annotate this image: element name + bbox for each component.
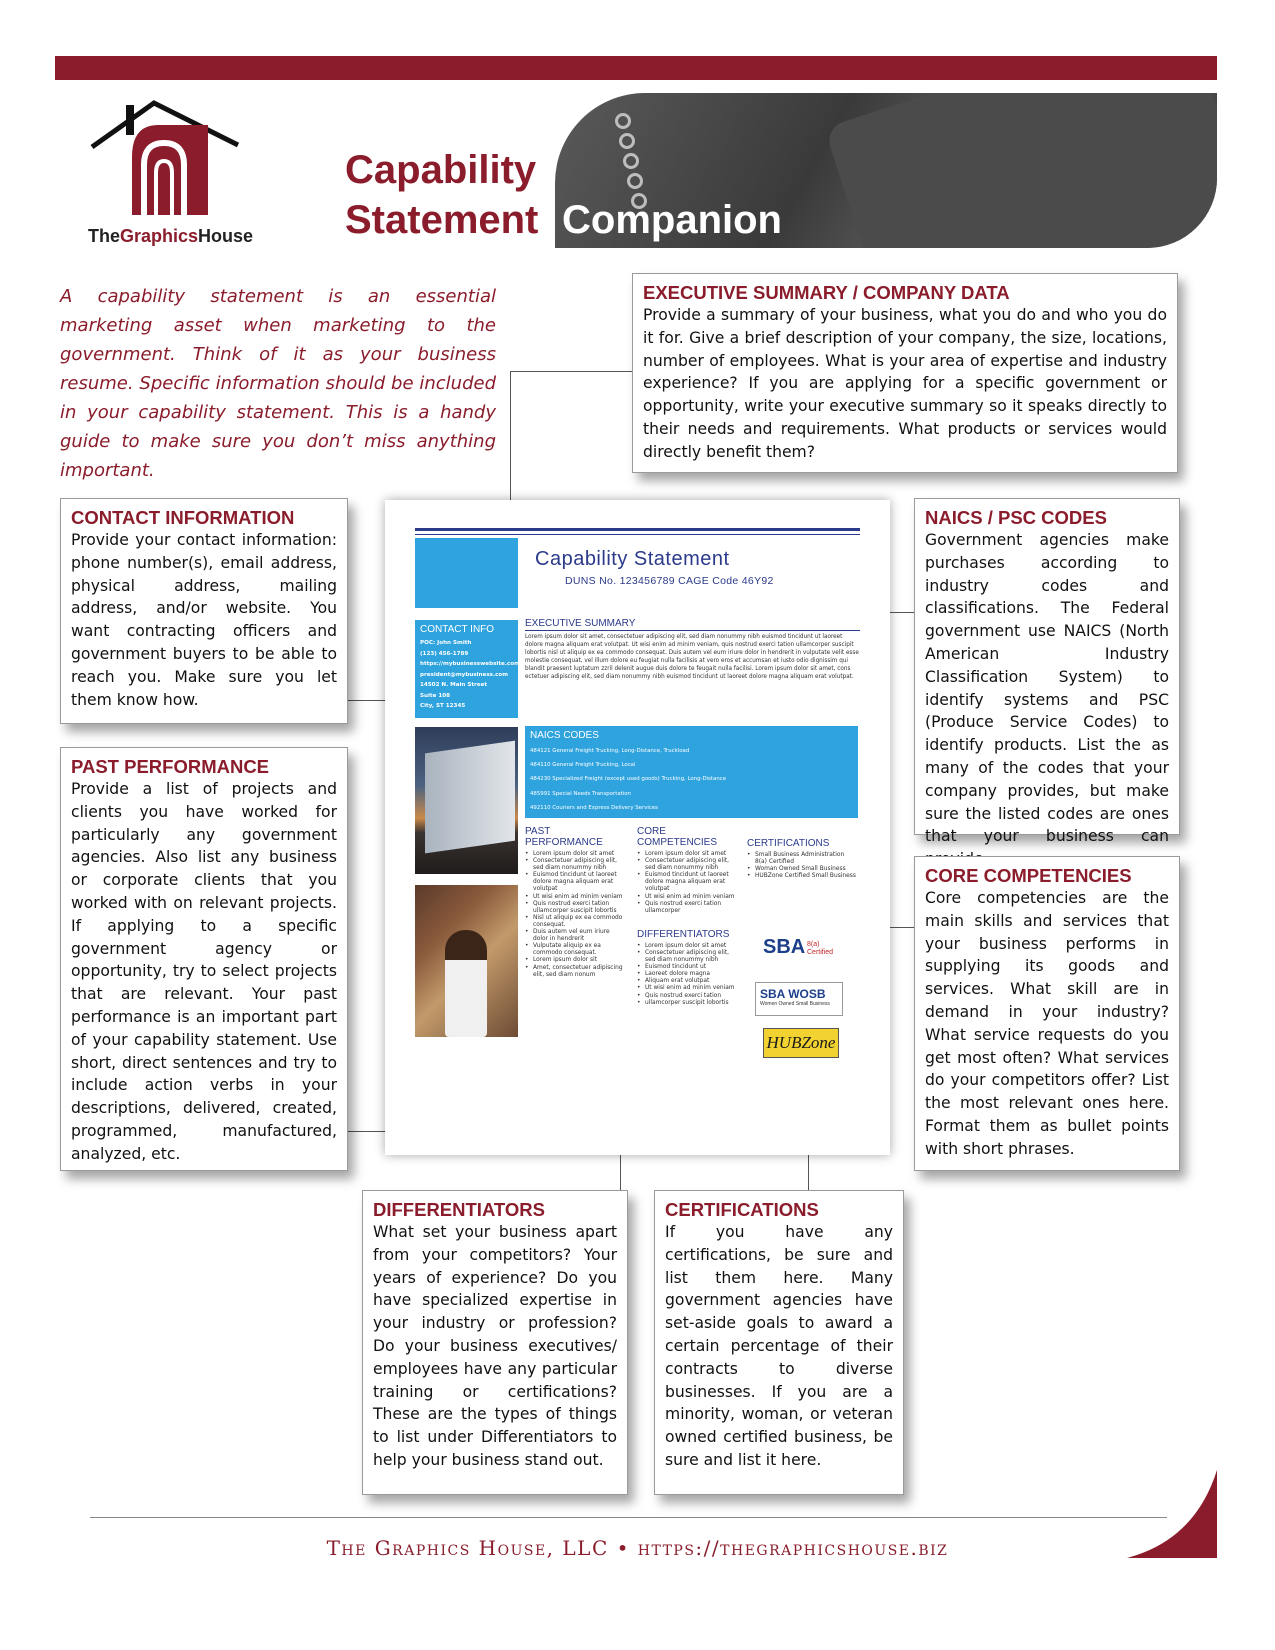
doc-naics-code: 484230 Specialized Freight (except used goods) Trucking, Long-Distance — [530, 776, 727, 783]
doc-contact-line: president@mybusiness.com — [420, 671, 509, 678]
naics-psc-text: Government agencies make purchases according to industry codes and classifications. The Federal government use NAICS (North American Industry Classification System) to identify systems and PSC (Produce Service Codes) to identify products. List the as many of the codes that your company provides, but make sure the listed codes are ones that your business can — [925, 531, 1169, 846]
footer-url-link[interactable]: https://thegraphicshouse.biz — [637, 1536, 949, 1560]
doc-past-heading: PERFORMANCE — [525, 837, 603, 848]
doc-list-item: • Lorem ipsum dolor sit amet — [637, 851, 737, 858]
page-title-line2: Statement — [345, 198, 539, 242]
doc-past-column — [525, 826, 625, 979]
contact-info-text: Provide your contact information: phone number(s), email address, physical address, mailing address, and/or website. You want contracting officers and government buyers to be able to reach you. Make sure you let them know how. — [71, 531, 337, 709]
doc-list-item: • Quis nostrud exerci tation — [637, 993, 737, 1000]
doc-list-item: • Lorem ipsum dolor sit amet — [525, 851, 625, 858]
doc-list-item: • Duis autem vel eum iriure dolor in hendrerit — [525, 929, 625, 943]
differentiators-text: What set your business apart from your competitors? Your years of experience? Do you have specialized expertise in your industry or profession? Do your business executives/ employees have any particular training or certifications? These are the types of things to list under Differentiators to help your business stand out. — [373, 1223, 617, 1469]
worker-photo — [415, 885, 518, 1037]
differentiators-heading: DIFFERENTIATORS — [373, 1199, 545, 1220]
doc-list-item: • Consectetuer adipiscing elit, sed diam nonummy nibh — [637, 858, 737, 872]
contact-info-box — [60, 498, 348, 724]
sba-wosb-badge: SBA WOSB Women Owned Small Business — [755, 982, 843, 1016]
doc-list-item: • Ut wisi enim ad minim veniam — [637, 894, 737, 901]
naics-psc-box — [914, 498, 1180, 846]
doc-core-heading: COMPETENCIES — [637, 837, 718, 848]
doc-rule — [415, 534, 860, 535]
past-performance-box — [60, 747, 348, 1171]
doc-list-item: • Quis nostrud exerci tation ullamcorper — [637, 901, 737, 915]
doc-contact-heading: CONTACT INFO — [420, 624, 495, 635]
doc-exec-text: Lorem ipsum dolor sit amet, consectetuer adipiscing elit, sed diam nonummy nibh euismod tincidunt ut laoreet dolore magna aliquam erat volutpat. Ut wisi enim ad minim veniam, quis nostrud exerci tation ullamcorper suscipit lobortis nisl ut aliquip ex ea commodo consequat. Duis autem vel eum iriure dolor in hendrerit in vulputate velit esse molestie consequat, vel illum dolore eu feugiat nulla facilisis at vero eros et accumsan et iusto odio dignissim qui blandit praesent luptatum zzril delenit augue duis dolore te feugait nulla facilisi. Lorem ipsum dolor sit amet, cons ectetuer adipiscing elit, sed diam nonummy nibh euismod tincidunt ut laoreet dolore magna aliquam erat volutpat. — [525, 634, 859, 680]
exec-summary-box — [632, 273, 1178, 473]
doc-core-column — [637, 826, 737, 1007]
doc-exec-heading: EXECUTIVE SUMMARY — [525, 618, 636, 629]
doc-list-item: • Vulputate aliquip ex ea commodo consequat. — [525, 943, 625, 957]
doc-contact-line: 14502 N. Main Street — [420, 682, 488, 688]
doc-list-item: • Amet, consectetuer adipiscing elit, sed diam nonum — [525, 965, 625, 979]
truck-photo — [415, 727, 518, 874]
doc-title: Capability Statement — [535, 548, 730, 570]
certifications-box — [654, 1190, 904, 1495]
past-performance-text: Provide a list of projects and clients you have worked for particularly any government agencies. Also list any business or corporate clients that you worked with on relevant projects. If applying to a specific government agency or opportunity, try to select projects that are relevant. Your past performance is an important part of your capability statement. Use short, direct sentences and try to include action verbs in your descriptions, delivered, created, programmed, manufactured, analyzed, etc. — [71, 780, 337, 1163]
doc-color-block — [415, 538, 518, 608]
doc-naics-code: 484110 General Freight Trucking, Local — [530, 762, 636, 769]
page-title-companion: Companion — [562, 198, 782, 242]
exec-summary-text: Provide a summary of your business, what you do and who you do it for. Give a brief description of your company, the size, locations, number of employees. What is your area of expertise and industry experience? If you are applying for a specific government or opportunity, write your executive summary so it speaks directly to their needs and requirements. What products or services would directly benefit them? — [643, 306, 1167, 461]
page-title-line1: Capability — [345, 148, 537, 192]
doc-list-item: • Lorem ipsum dolor sit — [525, 957, 625, 964]
footer-line — [0, 1536, 1275, 1560]
doc-list-item: • Euismod tincidunt ut laoreet dolore magna aliquam erat volutpat — [637, 872, 737, 893]
logo-wordmark: TheGraphicsHouse — [88, 226, 254, 246]
differentiators-box — [362, 1190, 628, 1495]
naics-psc-heading: NAICS / PSC CODES — [925, 507, 1107, 528]
core-competencies-box — [914, 856, 1180, 1171]
hubzone-badge: HUBZone — [763, 1028, 839, 1058]
footer-company: The Graphics House, LLC — [326, 1536, 609, 1560]
intro-paragraph: A capability statement is an essential marketing asset when marketing to the government. Think of it as your business resume. Specific information should be included in your capability statement. This is a handy guide to make sure you don’t miss anything important. — [60, 286, 496, 481]
doc-list-item: • Woman Owned Small Business — [747, 866, 857, 873]
doc-core-heading: CORE — [637, 826, 666, 837]
doc-list-item: • Euismod tincidunt ut — [637, 964, 737, 971]
doc-list-item: • Laoreet dolore magna — [637, 971, 737, 978]
doc-list-item: • Aliquam erat volutpat — [637, 978, 737, 985]
doc-list-item: • Ut wisi enim ad minim veniam — [637, 985, 737, 992]
sample-capability-statement — [385, 500, 890, 1155]
doc-past-heading: PAST — [525, 826, 551, 837]
footer-separator: • — [616, 1536, 630, 1560]
certifications-heading: CERTIFICATIONS — [665, 1199, 819, 1220]
doc-naics-code: 484121 General Freight Trucking, Long-Distance, Truckload — [530, 748, 690, 754]
past-performance-heading: PAST PERFORMANCE — [71, 756, 270, 777]
doc-list-item: • Euismod tincidunt ut laoreet dolore magna aliquam erat volutpat — [525, 872, 625, 893]
doc-list-item: • Consectetuer adipiscing elit, sed diam nonummy nibh — [637, 950, 737, 964]
header-accent-bar — [55, 56, 1217, 80]
doc-diff-heading: DIFFERENTIATORS — [637, 928, 730, 940]
contact-info-heading: CONTACT INFORMATION — [71, 507, 295, 528]
doc-list-item: • Lorem ipsum dolor sit amet — [637, 943, 737, 950]
doc-list-item: • Quis nostrud exerci tation ullamcorper suscipit lobortis — [525, 901, 625, 915]
doc-contact-line: https://mybusinesswebsite.com/ — [420, 661, 522, 667]
doc-naics-code: 492110 Couriers and Express Delivery Services — [530, 804, 658, 811]
doc-list-item: • ullamcorper suscipit lobortis — [637, 1000, 737, 1007]
doc-contact-line: Suite 108 — [420, 692, 451, 699]
doc-list-item: • Small Business Administration 8(a) Certified — [747, 852, 857, 866]
core-competencies-text: Core competencies are the main skills and services that your business performs in supplying its goods and services. What skill are in demand in your industry? What service requests do you get most often? What services do your competitors offer? List the most relevant ones here. Format them as bullet points with short phrases. — [925, 889, 1169, 1158]
exec-summary-heading: EXECUTIVE SUMMARY / COMPANY DATA — [643, 282, 1010, 303]
doc-cert-column — [747, 838, 857, 880]
doc-contact-line: City, ST 12345 — [420, 703, 466, 709]
connector-line — [510, 371, 636, 372]
doc-duns: DUNS No. 123456789 CAGE Code 46Y92 — [565, 575, 774, 587]
doc-contact-line: POC: John Smith — [420, 640, 472, 646]
doc-rule — [525, 630, 860, 631]
doc-list-item: • Nisl ut aliquip ex ea commodo consequat. — [525, 915, 625, 929]
doc-contact-block — [415, 620, 522, 718]
doc-list-item: • Ut wisi enim ad minim veniam — [525, 894, 625, 901]
doc-list-item: • HUBZone Certified Small Business — [747, 873, 857, 880]
doc-contact-line: (123) 456-1789 — [420, 650, 469, 657]
doc-list-item: • Consectetuer adipiscing elit, sed diam nonummy nibh — [525, 858, 625, 872]
doc-naics-code: 485991 Special Needs Transportation — [530, 790, 631, 797]
certifications-text: If you have any certifications, be sure and list them here. Many government agencies have set-aside goals to award a certain percentage of their contracts to diverse businesses. If you are a minority, woman, or veteran owned certified business, be sure and list it here. — [665, 1223, 893, 1469]
doc-naics-heading: NAICS CODES — [530, 730, 599, 741]
doc-rule — [415, 528, 860, 531]
doc-naics-block — [525, 726, 858, 818]
footer-rule — [90, 1517, 1167, 1518]
doc-cert-heading: CERTIFICATIONS — [747, 838, 830, 849]
sba-8a-badge: SBA 8(a) Certified — [763, 936, 834, 958]
core-competencies-heading: CORE COMPETENCIES — [925, 865, 1132, 886]
